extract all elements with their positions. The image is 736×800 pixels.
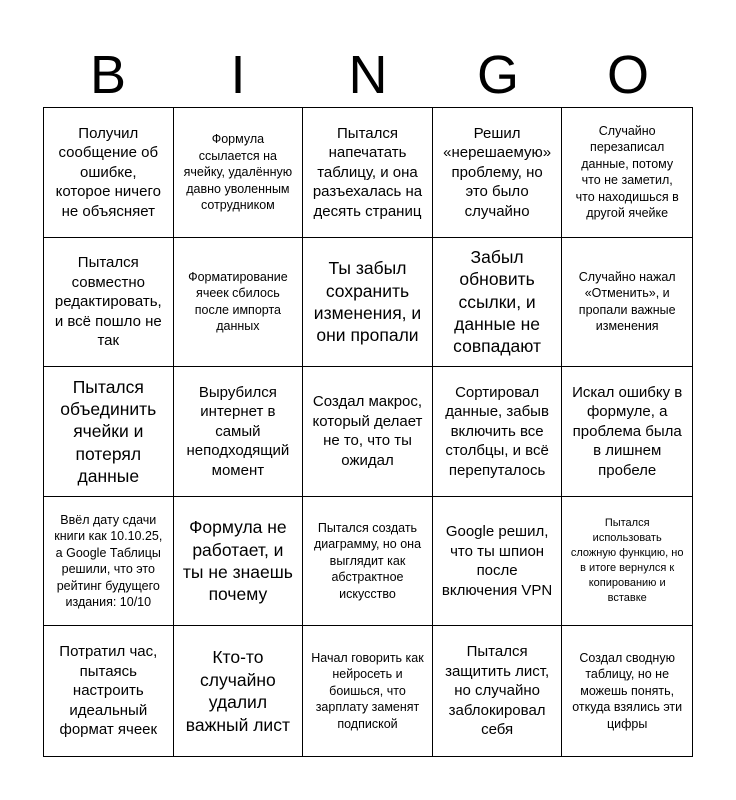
- bingo-cell[interactable]: Пытался напечатать таблицу, и она разъехалась на десять страниц: [303, 108, 433, 238]
- bingo-header: [43, 44, 693, 106]
- bingo-cell[interactable]: Пытался использовать сложную функцию, но в итоге вернулся к копированию и вставке: [562, 497, 692, 627]
- bingo-cell[interactable]: Ввёл дату сдачи книги как 10.10.25, а Google Таблицы решили, что это рейтинг будущего издания: 10/10: [44, 497, 174, 627]
- header-letter-o: O: [606, 45, 649, 105]
- bingo-cell[interactable]: Начал говорить как нейросеть и боишься, что зарплату заменят подпиской: [303, 626, 433, 756]
- bingo-cell[interactable]: Искал ошибку в формуле, а проблема была в лишнем пробеле: [562, 367, 692, 497]
- bingo-cell[interactable]: Создал сводную таблицу, но не можешь понять, откуда взялись эти цифры: [572, 650, 683, 731]
- bingo-cell[interactable]: Ты забыл сохранить изменения, и они пропали: [303, 238, 433, 368]
- bingo-cell[interactable]: Пытался совместно редактировать, и всё пошло не так: [44, 238, 174, 368]
- bingo-cell[interactable]: Потратил час, пытаясь настроить идеальный формат ячеек: [44, 626, 174, 756]
- bingo-cell[interactable]: Забыл обновить ссылки, и данные не совпадают: [433, 238, 563, 368]
- bingo-cell[interactable]: Получил сообщение об ошибке, которое ничего не объясняет: [44, 108, 174, 238]
- header-letter-b: B: [89, 45, 127, 105]
- bingo-cell[interactable]: Пытался создать диаграмму, но она выглядит как абстрактное искусство: [303, 497, 433, 627]
- bingo-cell[interactable]: Вырубился интернет в самый неподходящий момент: [174, 367, 304, 497]
- bingo-cell[interactable]: Создал макрос, который делает не то, что ты ожидал: [303, 367, 433, 497]
- bingo-cell[interactable]: Решил «нерешаемую» проблему, но это было случайно: [433, 108, 563, 238]
- bingo-cell[interactable]: Кто-то случайно удалил важный лист: [174, 626, 304, 756]
- bingo-grid: [43, 107, 693, 757]
- bingo-cell[interactable]: Случайно перезаписал данные, потому что не заметил, что находишься в другой ячейке: [562, 108, 692, 238]
- bingo-cell[interactable]: Формула не работает, и ты не знаешь почему: [174, 497, 304, 627]
- bingo-cell[interactable]: Форматирование ячеек сбилось после импорта данных: [174, 238, 304, 368]
- header-letter-n: N: [348, 45, 388, 105]
- bingo-cell[interactable]: Пытался объединить ячейки и потерял данные: [44, 367, 174, 497]
- bingo-cell[interactable]: Google решил, что ты шпион после включения VPN: [433, 497, 563, 627]
- header-letter-i: I: [230, 45, 246, 105]
- bingo-cell[interactable]: Сортировал данные, забыв включить все столбцы, и всё перепуталось: [433, 367, 563, 497]
- bingo-cell[interactable]: Пытался защитить лист, но случайно заблокировал себя: [433, 626, 563, 756]
- bingo-cell[interactable]: Формула ссылается на ячейку, удалённую давно уволенным сотрудником: [174, 108, 304, 238]
- bingo-cell[interactable]: Случайно нажал «Отменить», и пропали важные изменения: [562, 238, 692, 368]
- header-letter-g: G: [476, 45, 519, 105]
